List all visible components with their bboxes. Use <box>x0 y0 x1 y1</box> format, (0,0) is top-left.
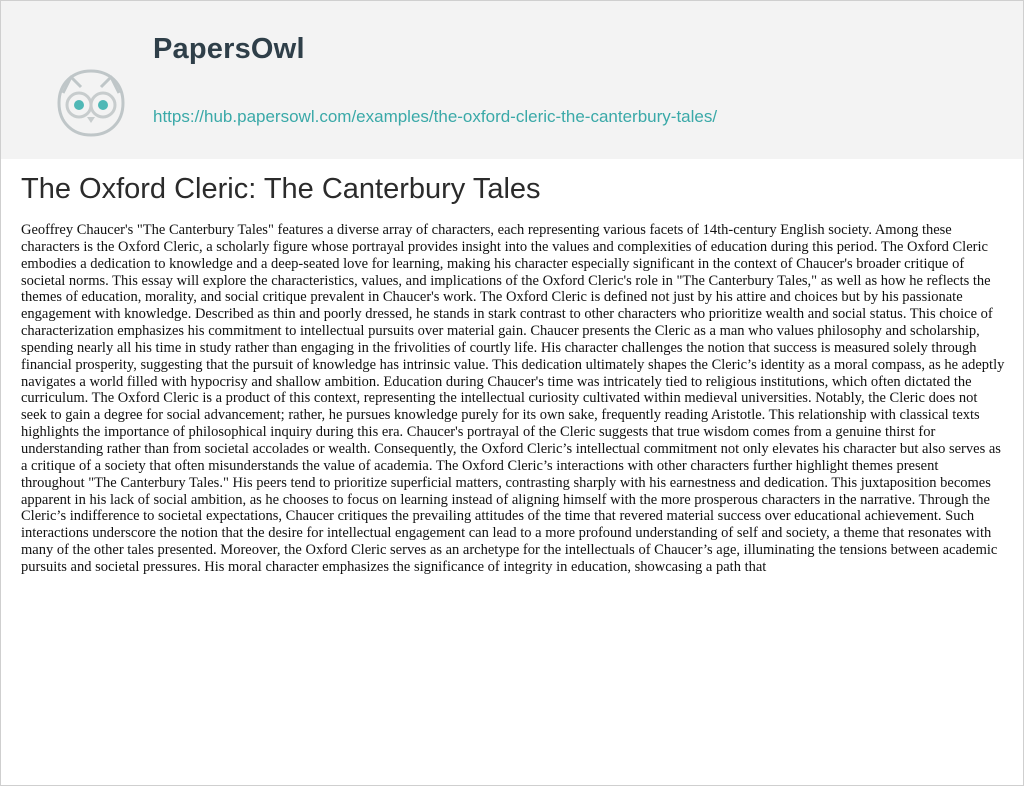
essay-title: The Oxford Cleric: The Canterbury Tales <box>21 173 541 205</box>
source-url[interactable]: https://hub.papersowl.com/examples/the-oxford-cleric-the-canterbury-tales/ <box>153 107 718 126</box>
owl-logo-icon <box>51 63 131 143</box>
header-banner <box>1 1 1023 159</box>
essay-body: Geoffrey Chaucer's "The Canterbury Tales" features a diverse array of characters, each representing various facets of 14th-century English society. Among these characters is the Oxford Cleric, a scholarly figure whose portrayal provides insight into the values and complexities of education during this period. The Oxford Cleric embodies a dedication to knowledge and a deep-seated love for learning, making his character especially significant in the context of Chaucer's broader critique of societal norms. This essay will explore the characteristics, values, and implications of the Oxford Cleric's role in "The Canterbury Tales," as well as how he reflects the themes of education, morality, and social critique prevalent in Chaucer's work. The Oxford Cleric is defined not just by his attire and choices but by his passionate engagement with knowledge. Described as thin and poorly dressed, he stands in stark contrast to other characters who prioritize wealth and social status. This choice of characterization emphasizes his commitment to intellectual pursuits over material gain. Chaucer presents the Cleric as a man who values philosophy and scholarship, spending nearly all his time in study rather than engaging in the frivolities of courtly life. His character challenges the notion that success is measured solely through financial prosperity, suggesting that the pursuit of knowledge has intrinsic value. This dedication ultimately shapes the Cleric’s identity as a moral compass, as he adeptly navigates a world filled with hypocrisy and shallow ambition. Education during Chaucer's time was intricately tied to religious institutions, which often dictated the curriculum. The Oxford Cleric is a product of this context, representing the intellectual curiosity cultivated within medieval universities. Notably, the Cleric does not seek to gain a degree for social advancement; rather, he pursues knowledge purely for its own sake, frequently reading Aristotle. This relationship with classical texts highlights the importance of philosophical inquiry during this era. Chaucer's portrayal of the Cleric suggests that true wisdom comes from a genuine thirst for understanding rather than from societal accolades or wealth. Consequently, the Oxford Cleric’s intellectual commitment not only elevates his character but also serves as a critique of a society that often misunderstands the value of academia. The Oxford Cleric’s interactions with other characters further highlight themes present throughout "The Canterbury Tales." His peers tend to prioritize superficial matters, contrasting sharply with his earnestness and dedication. This juxtaposition becomes apparent in his lack of social ambition, as he chooses to focus on learning instead of aligning himself with the more prosperous characters in the narrative. Through the Cleric’s indifference to societal expectations, Chaucer critiques the prevailing attitudes of the time that revered material success over educational achievement. Such interactions underscore the notion that the desire for intellectual engagement can lead to a more profound understanding of self and society, a theme that resonates with many of the other tales presented. Moreover, the Oxford Cleric serves as an archetype for the intellectuals of Chaucer’s age, illuminating the tensions between academic pursuits and societal pressures. His moral character emphasizes the significance of integrity in education, showcasing a path that <box>21 222 1005 575</box>
brand-name[interactable]: PapersOwl <box>153 33 305 65</box>
